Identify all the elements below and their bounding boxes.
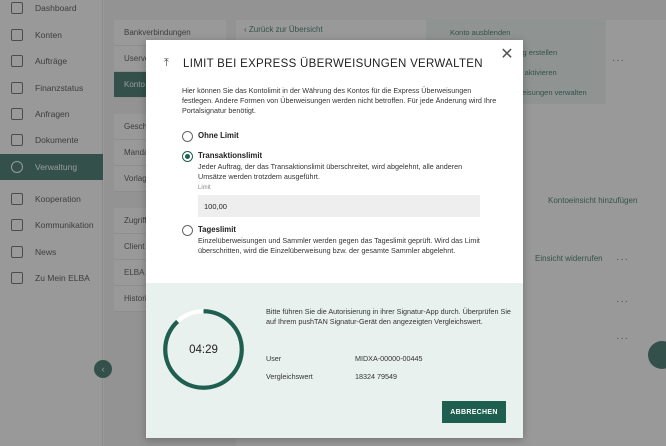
user-row [266,354,423,363]
user-label: User [266,354,282,363]
user-value: MIDXA-00000-00445 [355,354,423,363]
close-icon[interactable]: ✕ [500,46,514,63]
radio-transaction-limit[interactable] [182,151,193,162]
radio-daily-limit[interactable] [182,225,193,236]
limit-modal [146,40,523,438]
cancel-button[interactable]: ABBRECHEN [442,401,506,423]
radio-no-limit[interactable] [182,131,193,142]
auth-panel [146,283,523,438]
modal-title-text: LIMIT BEI EXPRESS ÜBERWEISUNGEN VERWALTEN [183,57,483,70]
auth-instructions: Bitte führen Sie die Autorisierung in ihrer Signatur-App durch. Überprüfen Sie auf Ihrem pushTAN Signatur-Gerät den angezeigten Vergleichswert. [266,307,511,326]
limit-input[interactable] [198,195,480,217]
countdown-text: 04:29 [189,343,218,356]
modal-intro: Hier können Sie das Kontolimit in der Währung des Kontos für die Express Überweisungen festlegen. Andere Formen von Überweisungen werden nicht betroffen. Für jede Änderung wird Ihre Portalsignatur benötigt. [182,86,497,115]
option-description: Jeder Auftrag, der das Transaktionslimit überschreitet, wird abgelehnt, alle anderen Umsätze werden trotzdem ausgeführt. [198,162,463,181]
option-label: Transaktionslimit [198,151,263,160]
option-label: Tageslimit [198,225,236,234]
compare-label: Vergleichswert [266,372,313,381]
compare-value: 18324 79549 [355,372,397,381]
upload-arrow-icon: ⤒ [164,57,170,69]
option-label: Ohne Limit [198,131,239,140]
compare-row [266,372,397,381]
option-description: Einzelüberweisungen und Sammler werden gegen das Tageslimit geprüft. Wird das Limit überschritten, wird die Einzelüberweisung bzw. der gesamte Sammler abgelehnt. [198,236,480,255]
limit-label: Limit [198,185,211,191]
modal-title [164,57,483,70]
